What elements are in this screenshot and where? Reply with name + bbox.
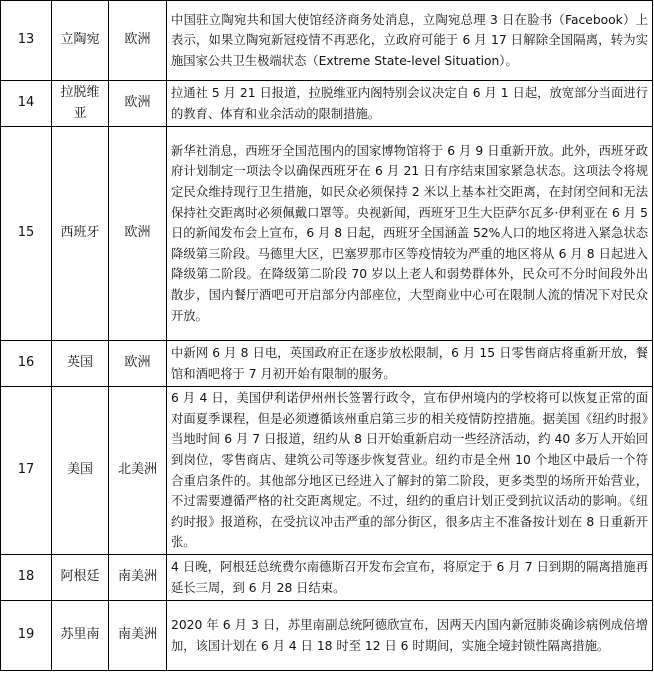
region-cell: 欧洲 <box>109 127 167 341</box>
row-number: 17 <box>1 387 52 555</box>
measure-text: 拉通社 5 月 21 日报道，拉脱维亚内阁特别会议决定自 6 月 1 日起，放宽部分当面进行的教育、体育和业余活动的限制措施。 <box>167 81 653 127</box>
table-row <box>1 555 653 601</box>
table-row <box>1 341 653 387</box>
table-row <box>1 601 653 671</box>
row-number: 15 <box>1 127 52 341</box>
row-number: 13 <box>1 1 52 81</box>
country-cell: 美国 <box>52 387 109 555</box>
row-number: 19 <box>1 601 52 671</box>
region-cell: 北美洲 <box>109 387 167 555</box>
country-cell: 西班牙 <box>52 127 109 341</box>
table-row <box>1 127 653 341</box>
table-row <box>1 387 653 555</box>
country-cell: 立陶宛 <box>52 1 109 81</box>
region-cell: 欧洲 <box>109 81 167 127</box>
measure-text: 2020 年 6 月 3 日，苏里南副总统阿德欣宣布，因两天内国内新冠肺炎确诊病例成倍增加，该国计划在 6 月 4 日 18 时至 12 日 6 时期间，实施全境封锁性隔离措施。 <box>167 601 653 671</box>
region-cell: 欧洲 <box>109 1 167 81</box>
measure-text: 4 日晚，阿根廷总统费尔南德斯召开发布会宣布，将原定于 6 月 7 日到期的隔离措施再延长三周，到 6 月 28 日结束。 <box>167 555 653 601</box>
measure-text: 6 月 4 日，美国伊利诺伊州州长签署行政令，宣布伊州境内的学校将可以恢复正常的面对面夏季课程，但是必须遵循该州重启第三步的相关疫情防控措施。据美国《纽约时报》当地时间 6 月 7 日报道，纽约从 8 日开始重新启动一些经济活动，约 40 多万人开始回到岗位，零售商店、建筑公司等逐步恢复营业。纽约市是全州 10 个地区中最后一个符合重启条件的。其他部分地区已经进入了解封的第二阶段，更多类型的场所开始营业，不过需要遵循严格的社交距离规定。不过，纽约的重启计划正受到抗议活动的影响。《纽约时报》报道称，在受抗议冲击严重的部分街区，很多店主不准备按计划在 8 日重新开张。 <box>167 387 653 555</box>
measure-text: 新华社消息，西班牙全国范围内的国家博物馆将于 6 月 9 日重新开放。此外，西班牙政府计划制定一项法令以确保西班牙在 6 月 21 日有序结束国家紧急状态。这项法令将规定民众维持现行卫生措施，如民众必须保持 2 米以上基本社交距离，在封闭空间和无法保持社交距离时必须佩戴口罩等。央视新闻，西班牙卫生大臣萨尔瓦多·伊利亚在 6 月 5 日的新闻发布会上宣布，6 月 8 日起，西班牙全国涵盖 52%人口的地区将进入紧急状态降级第三阶段。马德里大区，巴塞罗那市区等疫情较为严重的地区将从 6 月 8 日起进入降级第二阶段。在降级第二阶段 70 岁以上老人和弱势群体外，民众可不分时间段外出散步，国内餐厅酒吧可开启部分内部座位，大型商业中心可在限制人流的情况下对民众开放。 <box>167 127 653 341</box>
row-number: 14 <box>1 81 52 127</box>
country-cell: 阿根廷 <box>52 555 109 601</box>
row-number: 18 <box>1 555 52 601</box>
country-cell: 英国 <box>52 341 109 387</box>
table-row <box>1 81 653 127</box>
country-cell: 苏里南 <box>52 601 109 671</box>
country-cell: 拉脱维亚 <box>52 81 109 127</box>
measure-text: 中国驻立陶宛共和国大使馆经济商务处消息，立陶宛总理 3 日在脸书（Facebook）上表示，如果立陶宛新冠疫情不再恶化，立政府可能于 6 月 17 日解除全国隔离，转为实施国家公共卫生极端状态（Extreme State-level Situation）。 <box>167 1 653 81</box>
region-cell: 南美洲 <box>109 555 167 601</box>
region-cell: 欧洲 <box>109 341 167 387</box>
table-row <box>1 1 653 81</box>
region-cell: 南美洲 <box>109 601 167 671</box>
measure-text: 中新网 6 月 8 日电，英国政府正在逐步放松限制，6 月 15 日零售商店将重新开放，餐馆和酒吧将于 7 月初开始有限制的服务。 <box>167 341 653 387</box>
row-number: 16 <box>1 341 52 387</box>
